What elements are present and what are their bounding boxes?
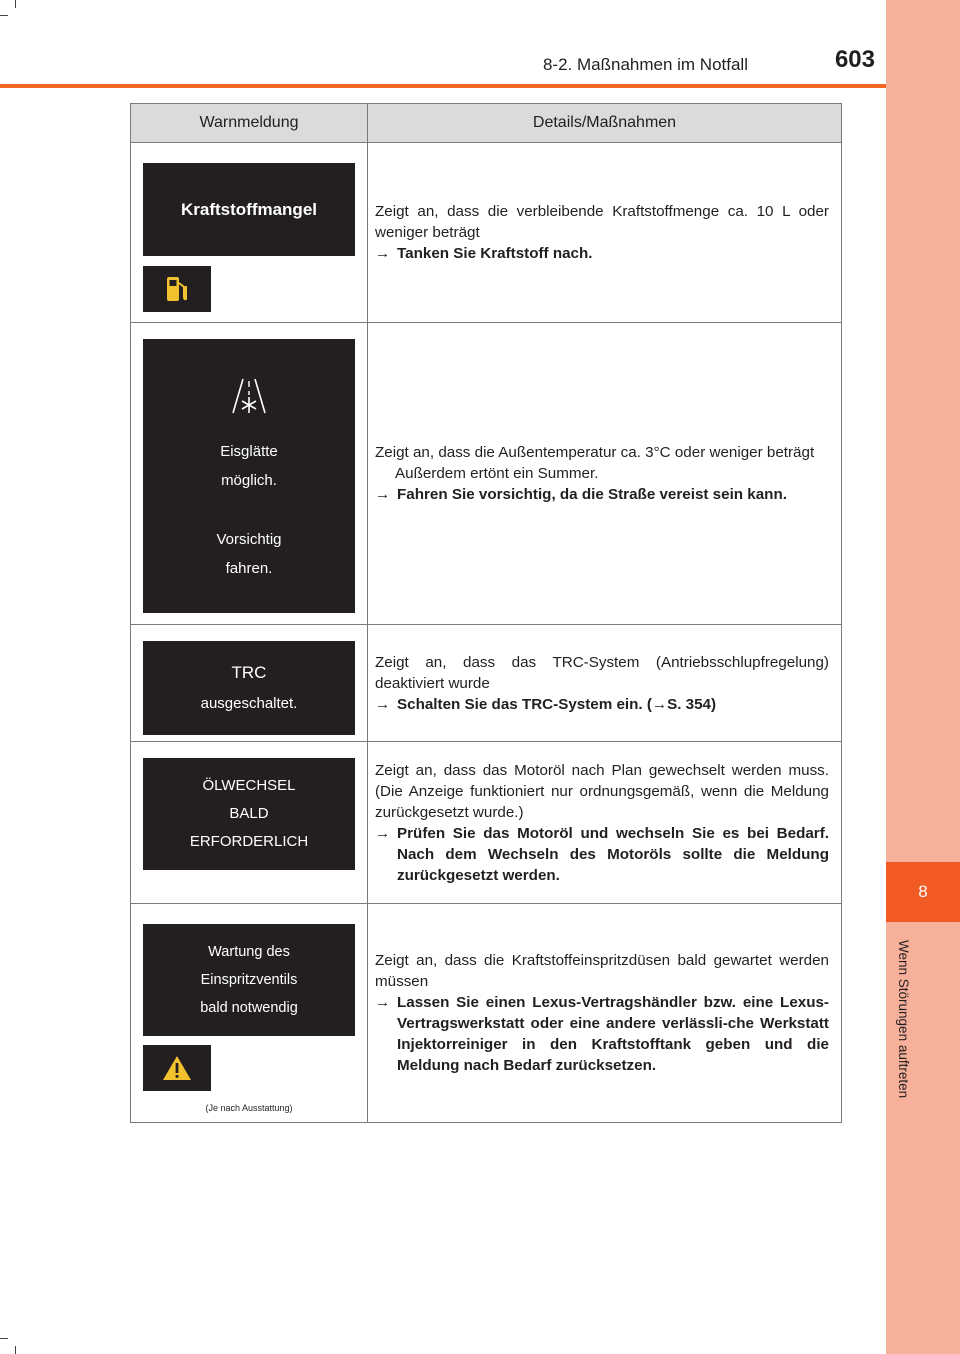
fuel-pump-icon (143, 266, 211, 312)
extra-text: Außerdem ertönt ein Summer. (395, 465, 599, 482)
arrow-icon: → (375, 486, 391, 503)
crop-mark (0, 15, 8, 16)
chapter-number: 8 (886, 862, 960, 922)
table-row (131, 143, 842, 323)
details-cell (368, 625, 842, 742)
arrow-icon: → (375, 824, 391, 842)
display-line: fahren. (225, 560, 273, 577)
arrow-icon: → (375, 994, 391, 1011)
details-cell (368, 143, 842, 323)
action-text: Prüfen Sie das Motoröl und wechseln Sie es bei Bedarf. Nach dem Wechseln des Motoröls sollte die Meldung zurückgesetzt werden. (397, 824, 829, 884)
display-line: bald notwendig (200, 1000, 298, 1016)
display-line: ERFORDERLICH (189, 833, 309, 850)
display-line: möglich. (221, 472, 277, 489)
details-cell (368, 323, 842, 625)
warning-cell (131, 143, 368, 323)
display-line: Eisglätte (220, 443, 278, 460)
column-header-details: Details/Maßnahmen (368, 104, 842, 143)
action-line (375, 484, 829, 505)
page-number: 603 (834, 46, 875, 73)
arrow-icon: → (375, 245, 391, 262)
details-cell (368, 904, 842, 1123)
section-title: 8-2. Maßnahmen im Notfall (542, 55, 748, 74)
crop-mark (15, 1346, 16, 1354)
warning-table (130, 103, 842, 1123)
crop-mark (15, 0, 16, 8)
warning-triangle-icon (143, 1045, 211, 1091)
message-display (143, 758, 355, 870)
description-text: Zeigt an, dass die verbleibende Kraftstoffmenge ca. 10 L oder weniger beträgt (375, 203, 829, 241)
warning-cell (131, 323, 368, 625)
action-text: Lassen Sie einen Lexus-Vertragshändler bzw. eine Lexus-Vertragswerkstatt oder eine andere verlässli-che Werkstatt Injektorreiniger in den Kraftstofftank geben und die Meldung nach Bedarf zurücksetzen. (397, 994, 829, 1074)
chapter-title: Wenn Störungen auftreten (896, 940, 911, 1099)
message-display (143, 641, 355, 735)
table-row (131, 742, 842, 904)
action-text: Schalten Sie das TRC-System ein. (→S. 354) (397, 695, 717, 713)
display-line: BALD (229, 805, 269, 822)
table-header-row (131, 104, 842, 143)
description-text: Zeigt an, dass das Motoröl nach Plan gewechselt werden muss. (Die Anzeige funktioniert nur ordnungsgemäß, wenn die Meldung zurückgesetzt wurde.) (375, 761, 829, 821)
warning-cell (131, 904, 368, 1123)
action-line (375, 992, 829, 1076)
table-row (131, 904, 842, 1123)
details-cell (368, 742, 842, 904)
warning-cell (131, 742, 368, 904)
action-line (375, 694, 829, 715)
display-line: TRC (231, 663, 267, 682)
action-text: Tanken Sie Kraftstoff nach. (397, 245, 593, 262)
display-line: Vorsichtig (216, 531, 282, 548)
message-display (143, 924, 355, 1036)
equipment-note: (Je nach Ausstattung) (205, 1103, 293, 1113)
action-line (375, 823, 829, 886)
crop-mark (0, 1338, 8, 1339)
arrow-icon: → (375, 695, 391, 713)
display-line: Wartung des (208, 944, 290, 960)
display-line: Kraftstoffmangel (180, 200, 317, 219)
icy-road-icon (143, 377, 355, 417)
action-line (375, 243, 829, 264)
description-text: Zeigt an, dass das TRC-System (Antriebsschlupfregelung) deaktiviert wurde (375, 653, 829, 692)
column-header-warning: Warnmeldung (131, 104, 368, 143)
table-row (131, 625, 842, 742)
description-text: Zeigt an, dass die Kraftstoffeinspritzdüsen bald gewartet werden müssen (375, 952, 829, 990)
display-line: ausgeschaltet. (200, 695, 298, 712)
action-text: Fahren Sie vorsichtig, da die Straße vereist sein kann. (397, 486, 787, 503)
warning-cell (131, 625, 368, 742)
description-text: Zeigt an, dass die Außentemperatur ca. 3°C oder weniger beträgt (375, 444, 815, 461)
header-rule (0, 84, 886, 88)
table-row (131, 323, 842, 625)
display-line: ÖLWECHSEL (202, 777, 296, 794)
message-display (143, 163, 355, 256)
message-display (143, 339, 355, 613)
display-line: Einspritzventils (200, 972, 298, 988)
